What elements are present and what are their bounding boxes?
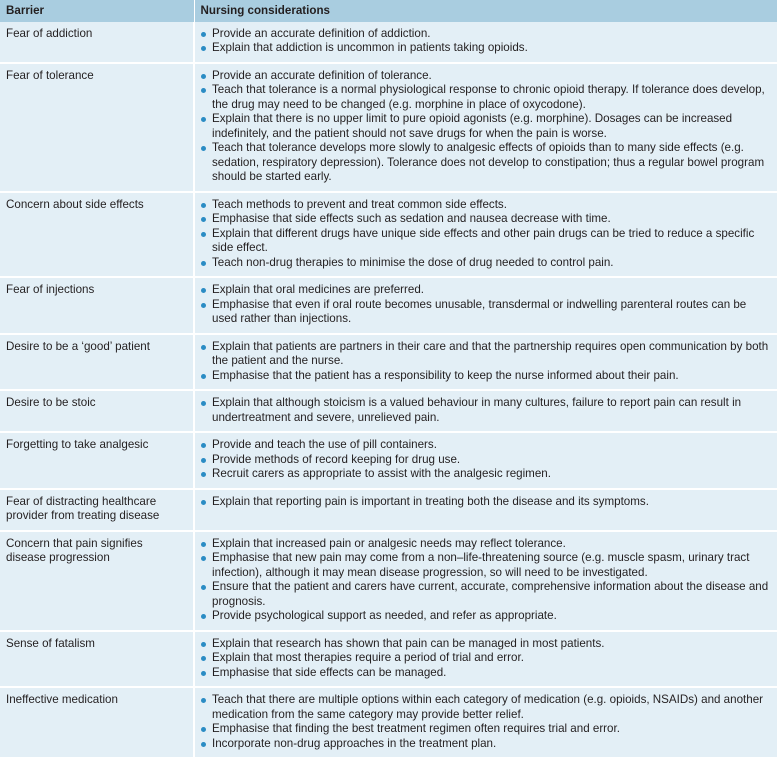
considerations-column-header: Nursing considerations	[194, 0, 777, 22]
list-item	[201, 453, 771, 468]
list-item	[201, 537, 771, 552]
barrier-cell: Sense of fatalism	[0, 631, 194, 688]
list-item	[201, 112, 771, 141]
bullet-dot-icon	[201, 32, 206, 37]
list-item	[201, 722, 771, 737]
bullet-dot-icon	[201, 401, 206, 406]
bullet-dot-icon	[201, 261, 206, 266]
list-item-text: Explain that research has shown that pain can be managed in most patients.	[212, 637, 605, 650]
table-row	[0, 22, 777, 63]
bullet-dot-icon	[201, 542, 206, 547]
list-item-text: Emphasise that even if oral route becomes unusable, transdermal or indwelling parenteral routes can be used rather than injections.	[212, 298, 746, 326]
list-item	[201, 141, 771, 185]
bullet-dot-icon	[201, 472, 206, 477]
bullet-dot-icon	[201, 614, 206, 619]
barrier-cell: Concern that pain signifies disease progression	[0, 531, 194, 631]
bullet-dot-icon	[201, 443, 206, 448]
list-item-text: Provide and teach the use of pill containers.	[212, 438, 437, 451]
list-item	[201, 438, 771, 453]
list-item-text: Teach non-drug therapies to minimise the dose of drug needed to control pain.	[212, 256, 614, 269]
bullet-dot-icon	[201, 500, 206, 505]
list-item	[201, 651, 771, 666]
bullet-dot-icon	[201, 742, 206, 747]
bullet-dot-icon	[201, 46, 206, 51]
bullet-dot-icon	[201, 74, 206, 79]
considerations-cell	[194, 531, 777, 631]
bullet-dot-icon	[201, 585, 206, 590]
list-item	[201, 396, 771, 425]
list-item-text: Provide psychological support as needed, and refer as appropriate.	[212, 609, 557, 622]
list-item	[201, 298, 771, 327]
barrier-cell: Desire to be stoic	[0, 390, 194, 432]
barrier-cell: Fear of addiction	[0, 22, 194, 63]
list-item-text: Ensure that the patient and carers have current, accurate, comprehensive information about the disease and prognosis.	[212, 580, 768, 608]
list-item-text: Explain that patients are partners in their care and that the partnership requires open communication by both the patient and the nurse.	[212, 340, 768, 368]
list-item-text: Emphasise that side effects can be managed.	[212, 666, 446, 679]
considerations-cell	[194, 489, 777, 531]
list-item-text: Explain that different drugs have unique side effects and other pain drugs can be tried to reduce a specific side effect.	[212, 227, 754, 255]
considerations-list	[201, 27, 771, 56]
considerations-list	[201, 340, 771, 384]
table-row	[0, 277, 777, 334]
list-item	[201, 283, 771, 298]
barrier-column-header: Barrier	[0, 0, 194, 22]
list-item-text: Explain that increased pain or analgesic needs may reflect tolerance.	[212, 537, 566, 550]
list-item-text: Recruit carers as appropriate to assist with the analgesic regimen.	[212, 467, 551, 480]
table-header	[0, 0, 777, 22]
list-item	[201, 256, 771, 271]
bullet-dot-icon	[201, 374, 206, 379]
list-item-text: Teach that tolerance develops more slowly to analgesic effects of opioids than to many side effects (e.g. sedation, respiratory depression). Tolerance does not develop to constipation; thus a regular bowel program should be started early.	[212, 141, 764, 183]
list-item-text: Provide an accurate definition of tolerance.	[212, 69, 432, 82]
list-item	[201, 69, 771, 84]
considerations-list	[201, 438, 771, 482]
list-item	[201, 737, 771, 752]
barrier-cell: Fear of distracting healthcare provider from treating disease	[0, 489, 194, 531]
considerations-cell	[194, 631, 777, 688]
list-item	[201, 637, 771, 652]
list-item-text: Teach methods to prevent and treat common side effects.	[212, 198, 507, 211]
list-item-text: Provide an accurate definition of addiction.	[212, 27, 431, 40]
list-item-text: Explain that reporting pain is important in treating both the disease and its symptoms.	[212, 495, 649, 508]
considerations-list	[201, 693, 771, 751]
considerations-list	[201, 69, 771, 185]
list-item-text: Emphasise that finding the best treatment regimen often requires trial and error.	[212, 722, 620, 735]
list-item	[201, 551, 771, 580]
bullet-dot-icon	[201, 117, 206, 122]
bullet-dot-icon	[201, 203, 206, 208]
bullet-dot-icon	[201, 345, 206, 350]
considerations-cell	[194, 390, 777, 432]
considerations-list	[201, 537, 771, 624]
bullet-dot-icon	[201, 556, 206, 561]
list-item	[201, 198, 771, 213]
bullet-dot-icon	[201, 698, 206, 703]
list-item	[201, 227, 771, 256]
list-item-text: Incorporate non-drug approaches in the treatment plan.	[212, 737, 496, 750]
list-item	[201, 495, 771, 510]
list-item	[201, 467, 771, 482]
list-item-text: Explain that although stoicism is a valued behaviour in many cultures, failure to report pain can result in undertreatment and severe, unrelieved pain.	[212, 396, 741, 424]
list-item	[201, 609, 771, 624]
table-row	[0, 687, 777, 757]
list-item-text: Explain that there is no upper limit to pure opioid agonists (e.g. morphine). Dosages can be increased indefinitely, and the patient should not save drugs for when the pain is worse.	[212, 112, 732, 140]
bullet-dot-icon	[201, 656, 206, 661]
list-item	[201, 580, 771, 609]
considerations-cell	[194, 687, 777, 757]
table-body	[0, 22, 777, 757]
table-row	[0, 390, 777, 432]
bullet-dot-icon	[201, 217, 206, 222]
considerations-cell	[194, 432, 777, 489]
table-row	[0, 432, 777, 489]
list-item-text: Teach that tolerance is a normal physiological response to chronic opioid therapy. If tolerance does develop, the drug may need to be changed (e.g. morphine in place of oxycodone).	[212, 83, 765, 111]
bullet-dot-icon	[201, 671, 206, 676]
list-item	[201, 369, 771, 384]
list-item-text: Teach that there are multiple options within each category of medication (e.g. opioids, NSAIDs) and another medication from the same category may provide better relief.	[212, 693, 763, 721]
considerations-list	[201, 283, 771, 327]
header-row	[0, 0, 777, 22]
bullet-dot-icon	[201, 727, 206, 732]
list-item-text: Emphasise that new pain may come from a non–life-threatening source (e.g. muscle spasm, urinary tract infection), although it may mean disease progression, so will need to be investigated.	[212, 551, 749, 579]
considerations-cell	[194, 192, 777, 278]
considerations-list	[201, 396, 771, 425]
table-row	[0, 489, 777, 531]
list-item	[201, 27, 771, 42]
considerations-cell	[194, 63, 777, 192]
bullet-dot-icon	[201, 458, 206, 463]
barrier-cell: Fear of tolerance	[0, 63, 194, 192]
bullet-dot-icon	[201, 232, 206, 237]
barrier-cell: Forgetting to take analgesic	[0, 432, 194, 489]
barrier-cell: Concern about side effects	[0, 192, 194, 278]
list-item-text: Explain that addiction is uncommon in patients taking opioids.	[212, 41, 528, 54]
considerations-list	[201, 198, 771, 271]
table-row	[0, 531, 777, 631]
table-row	[0, 192, 777, 278]
list-item-text: Explain that oral medicines are preferred.	[212, 283, 424, 296]
list-item-text: Explain that most therapies require a period of trial and error.	[212, 651, 524, 664]
bullet-dot-icon	[201, 146, 206, 151]
bullet-dot-icon	[201, 288, 206, 293]
list-item	[201, 212, 771, 227]
bullet-dot-icon	[201, 88, 206, 93]
considerations-cell	[194, 22, 777, 63]
list-item	[201, 666, 771, 681]
bullet-dot-icon	[201, 303, 206, 308]
bullet-dot-icon	[201, 642, 206, 647]
barrier-cell: Fear of injections	[0, 277, 194, 334]
list-item-text: Emphasise that the patient has a responsibility to keep the nurse informed about their pain.	[212, 369, 679, 382]
barrier-cell: Ineffective medication	[0, 687, 194, 757]
table-row	[0, 334, 777, 391]
list-item	[201, 83, 771, 112]
list-item-text: Provide methods of record keeping for drug use.	[212, 453, 460, 466]
list-item	[201, 693, 771, 722]
considerations-list	[201, 495, 771, 510]
list-item-text: Emphasise that side effects such as sedation and nausea decrease with time.	[212, 212, 611, 225]
considerations-list	[201, 637, 771, 681]
table-row	[0, 631, 777, 688]
list-item	[201, 340, 771, 369]
considerations-cell	[194, 277, 777, 334]
list-item	[201, 41, 771, 56]
table-row	[0, 63, 777, 192]
considerations-cell	[194, 334, 777, 391]
barrier-cell: Desire to be a ‘good’ patient	[0, 334, 194, 391]
